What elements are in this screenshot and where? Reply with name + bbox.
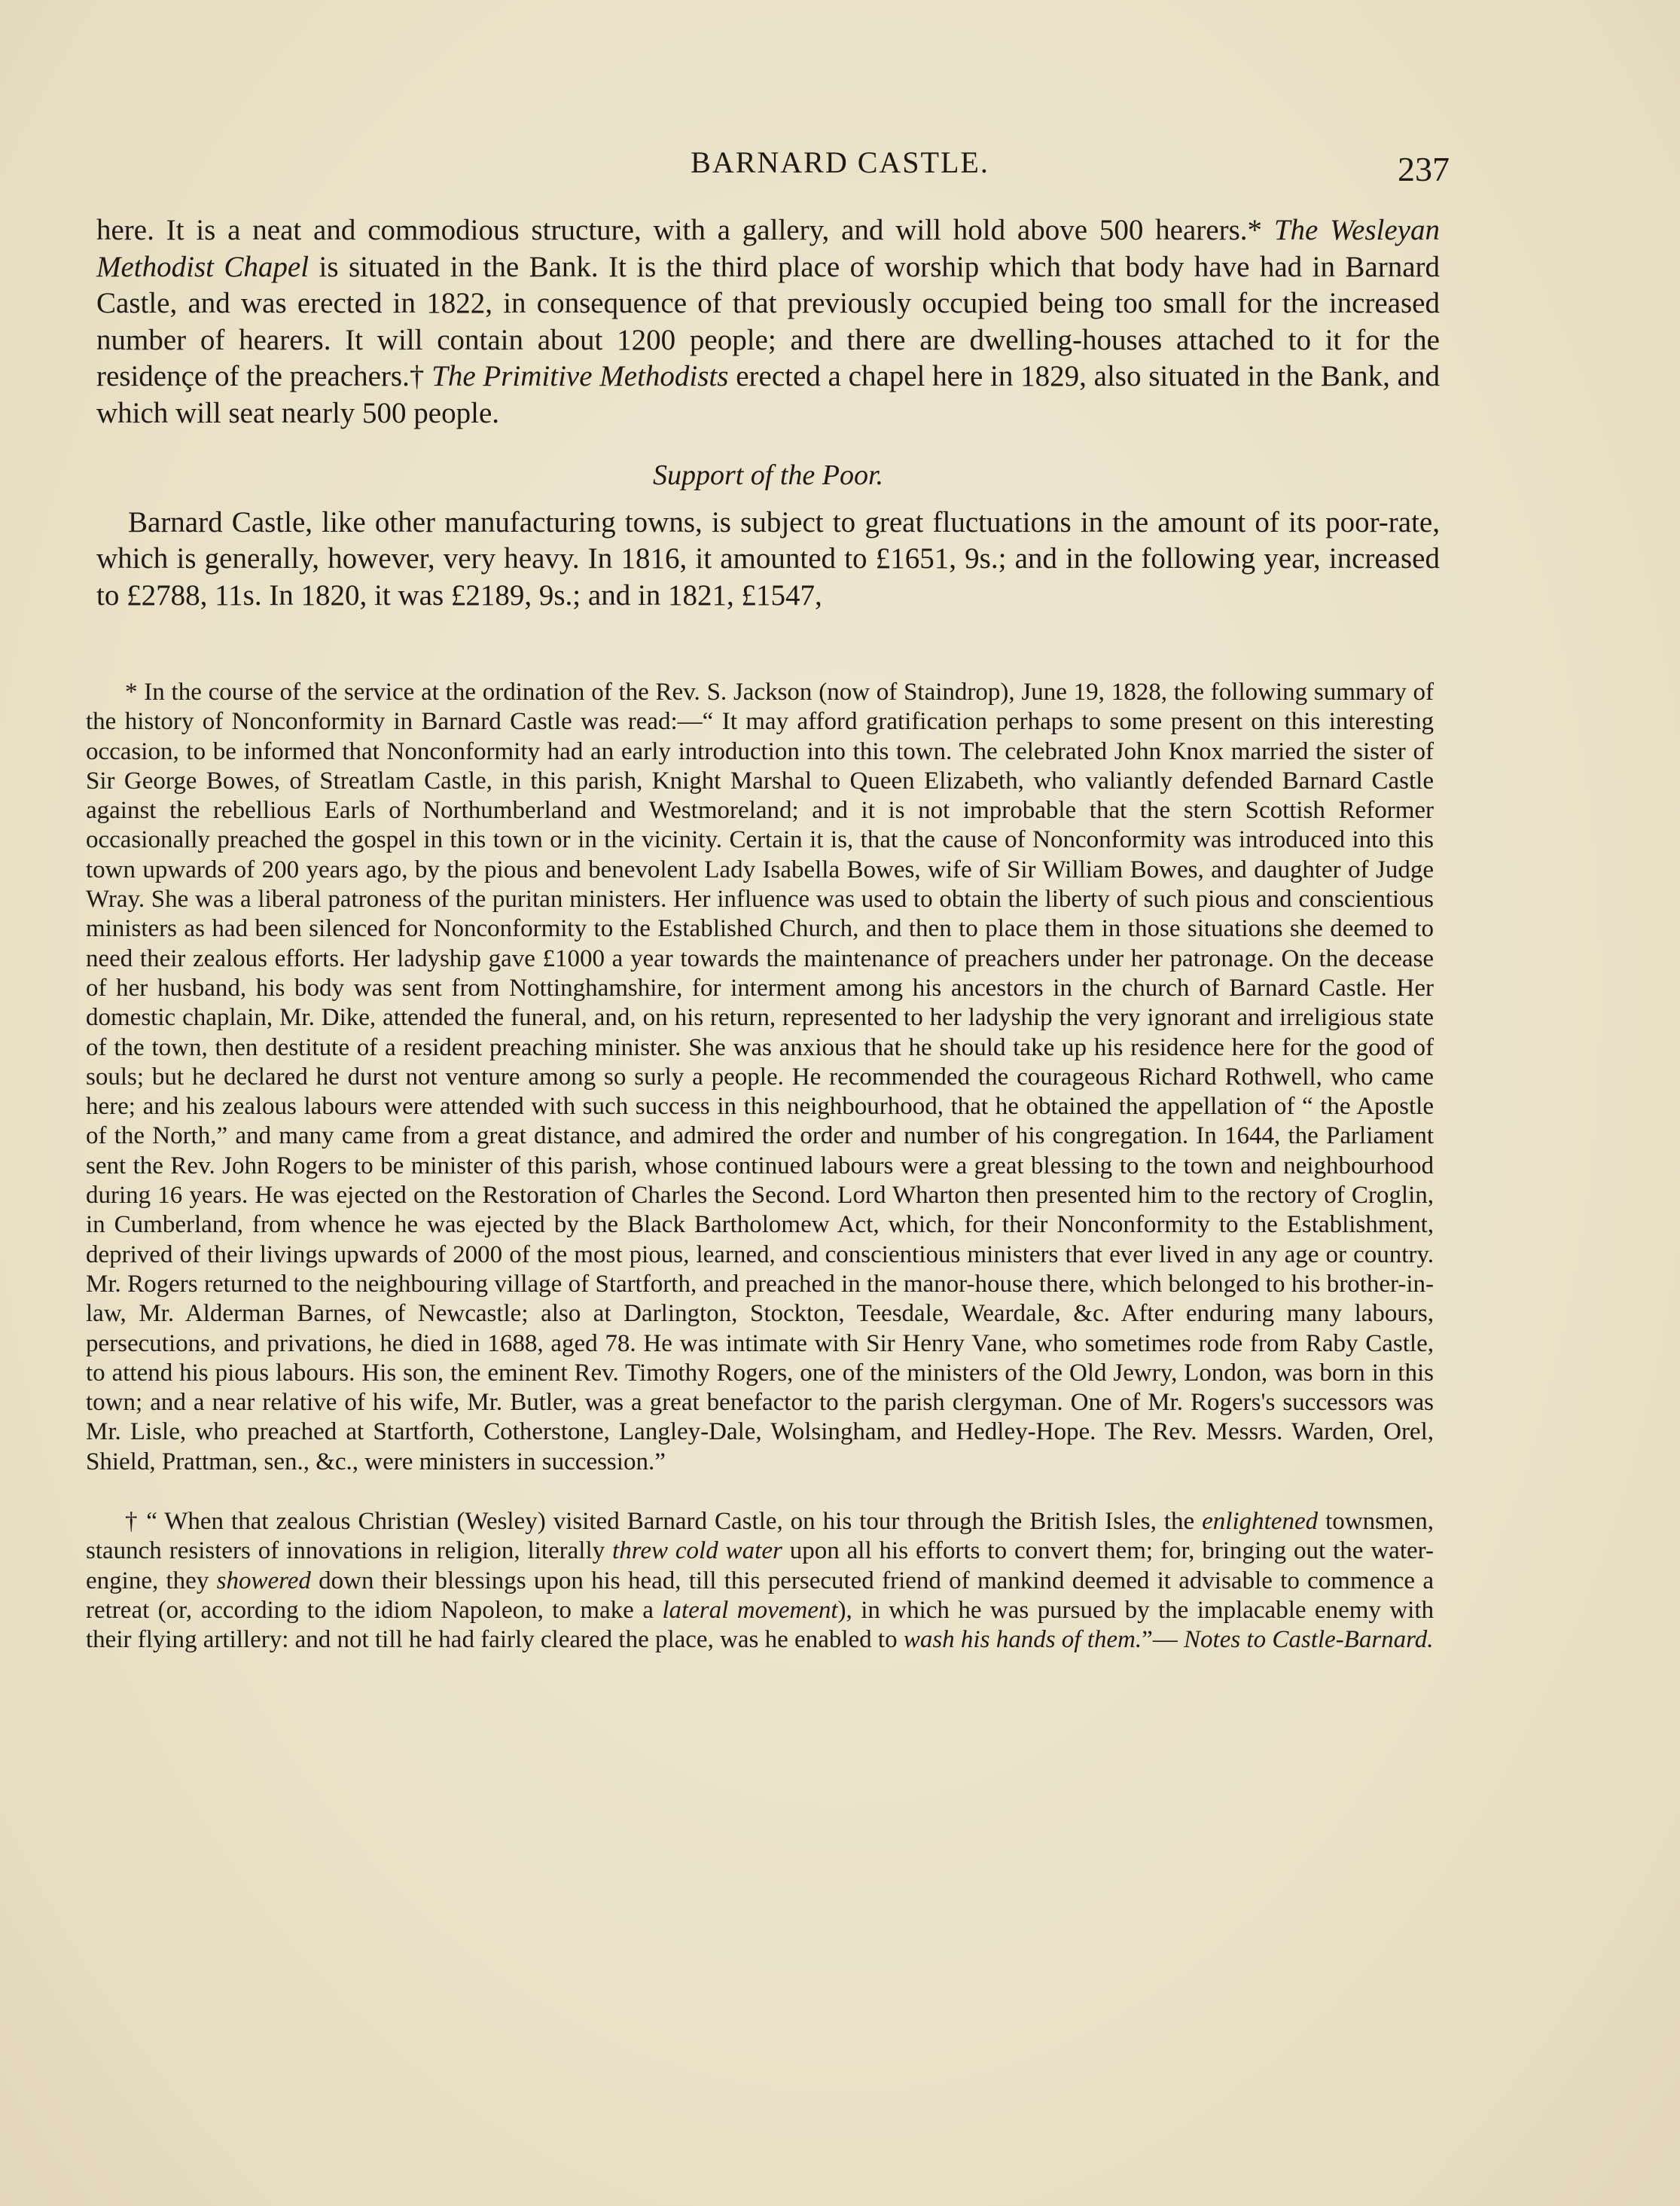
footnote-source: Notes to Castle-Barnard. [1184,1626,1434,1654]
main-text [96,212,1440,614]
text-run: townsmen, staunch resisters of innovations in religion, literally [86,1508,1434,1565]
paragraph-chapels [96,212,1440,432]
text-run: upon all his efforts to convert them; for, bringing out the water-engine, they [86,1537,1434,1594]
italic-run: The Wesleyan Methodist Chapel [96,214,1440,283]
footnotes [86,678,1434,1655]
italic-run: lateral movement [662,1596,838,1624]
text-run: here. It is a neat and commodious structure, with a gallery, and will hold above 500 hearers.* [96,214,1274,246]
text-run: is situated in the Bank. It is the third place of worship which that body have had in Barnard Castle, and was erected in 1822, in consequence of that previously occupied being too small for the increased number of hearers. It will contain about 1200 people; and there are dwelling-houses attached to it for the residençe of the preachers.† [96,250,1440,392]
italic-run: threw cold water [612,1537,782,1565]
text-run: ), in which he was pursued by the implacable enemy with their flying artillery: and not till he had fairly cleared the place, was he enabled to [86,1596,1434,1654]
running-head: BARNARD CASTLE. [691,145,989,179]
italic-run: enlightened [1202,1508,1319,1536]
italic-run: wash his hands of them. [903,1626,1142,1654]
paragraph-poor-rate: Barnard Castle, like other manufacturing towns, is subject to great fluctuations in the amount of its poor-rate, which is generally, however, very heavy. In 1816, it amounted to £1651, 9s.; and in the following year, increased to £2788, 11s. In 1820, it was £2189, 9s.; and in 1821, £1547, [96,505,1440,612]
footnote-wesley [86,1507,1434,1655]
italic-run: The Primitive Methodists [431,360,729,392]
italic-run: showered [216,1567,311,1594]
text-run: down their blessings upon his head, till this persecuted friend of mankind deemed it advisable to commence a retreat (or, according to the idiom Napoleon, to make a [86,1567,1434,1624]
text-run: erected a chapel here in 1829, also situated in the Bank, and which will seat nearly 500 people. [96,360,1440,429]
page-number: 237 [1398,150,1450,188]
footnote-nonconformity: * In the course of the service at the ordination of the Rev. S. Jackson (now of Staindrop), June 19, 1828, the following summary of the history of Nonconformity in Barnard Castle was read:—“ It may afford gratification perhaps to some present on this interesting occasion, to be informed that Nonconformity had an early introduction into this town. The celebrated John Knox married the sister of Sir George Bowes, of Streatlam Castle, in this parish, Knight Marshal to Queen Elizabeth, who valiantly defended Barnard Castle against the rebellious Earls of Northumberland and Westmoreland; and it is not improbable that the stern Scottish Reformer occasionally preached the gospel in this town or in the vicinity. Certain it is, that the cause of Nonconformity was introduced into this town upwards of 200 years ago, by the pious and benevolent Lady Isabella Bowes, wife of Sir William Bowes, and daughter of Judge Wray. She was a liberal patroness of the puritan ministers. Her influence was used to obtain the liberty of such pious and conscientious ministers as had been silenced for Nonconformity to the Established Church, and then to place them in those situations she deemed to need their zealous efforts. Her ladyship gave £1000 a year towards the maintenance of preachers under her patronage. On the decease of her husband, his body was sent from Nottinghamshire, for interment among his ancestors in the church of Barnard Castle. Her domestic chaplain, Mr. Dike, attended the funeral, and, on his return, represented to her ladyship the very ignorant and irreligious state of the town, then destitute of a resident preaching minister. She was anxious that he should take up his residence here for the good of souls; but he declared he durst not venture among so surly a people. He recommended the courageous Richard Rothwell, who came here; and his zealous labours were attended with such success in this neighbourhood, that he obtained the appellation of “ the Apostle of the North,” and many came from a great distance, and admired the order and number of his congregation. In 1644, the Parliament sent the Rev. John Rogers to be minister of this parish, whose continued labours were a great blessing to the town and neighbourhood during 16 years. He was ejected on the Restoration of Charles the Second. Lord Wharton then presented him to the rectory of Croglin, in Cumberland, from whence he was ejected by the Black Bartholomew Act, which, for their Nonconformity to the Establishment, deprived of their livings upwards of 2000 of the most pious, learned, and conscientious ministers that ever lived in any age or country. Mr. Rogers returned to the neighbouring village of Startforth, and preached in the manor-house there, which belonged to his brother-in-law, Mr. Alderman Barnes, of Newcastle; also at Darlington, Stockton, Teesdale, Weardale, &c. After enduring many labours, persecutions, and privations, he died in 1688, aged 78. He was intimate with Sir Henry Vane, who sometimes rode from Raby Castle, to attend his pious labours. His son, the eminent Rev. Timothy Rogers, one of the ministers of the Old Jewry, London, was born in this town; and a near relative of his wife, Mr. Butler, was a great benefactor to the parish clergyman. One of Mr. Rogers's successors was Mr. Lisle, who preached at Startforth, Cotherstone, Langley-Dale, Wolsingham, and Hedley-Hope. The Rev. Messrs. Warden, Orel, Shield, Prattman, sen., &c., were ministers in succession.” [86,679,1434,1475]
text-run: † “ When that zealous Christian (Wesley) visited Barnard Castle, on his tour through the British Isles, the [125,1508,1203,1536]
text-run: ”— [1142,1626,1185,1654]
section-heading: Support of the Poor. [652,459,884,491]
